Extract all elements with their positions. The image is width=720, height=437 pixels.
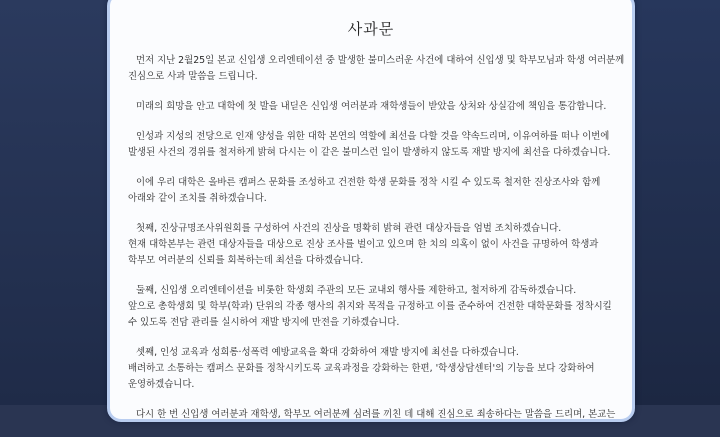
paragraph-responsibility [128,99,620,115]
paragraph-line: 아래와 같이 조치를 취하겠습니다. [128,193,267,204]
left-background [0,0,110,405]
paragraph-promise [128,129,620,161]
paragraph-line: 다시 한 번 신입생 여러분과 재학생, 학부모 여러분께 심려를 끼친 데 대해 진심으로 죄송하다는 말씀을 드리며, 본교는 [136,409,616,420]
paragraph-line: 둘째, 신입생 오리엔테이션을 비롯한 학생회 주관의 모든 교내외 행사를 제한하고, 철저하게 감독하겠습니다. [136,285,577,296]
paragraph-line: 진심으로 사과 말씀을 드립니다. [128,71,258,82]
paragraph-line: 이에 우리 대학은 올바른 캠퍼스 문화를 조성하고 건전한 학생 문화를 정착 시킬 수 있도록 철저한 진상조사와 함께 [136,177,601,188]
document-title: 사과문 [347,20,395,38]
paragraph-second-measure [128,283,620,331]
paragraph-intro [128,53,625,85]
paragraph-line: 수 있도록 전담 관리를 실시하여 재발 방지에 만전을 기하겠습니다. [128,317,400,328]
apology-document [107,0,635,422]
paragraph-line: 발생된 사건의 경위를 철저하게 밝혀 다시는 이 같은 불미스런 일이 발생하지 않도록 재발 방지에 최선을 다하겠습니다. [128,147,611,158]
paragraph-line: 학부모 여러분의 신뢰를 회복하는데 최선을 다하겠습니다. [128,255,364,266]
paragraph-line: 셋째, 인성 교육과 성희롱·성폭력 예방교육을 확대 강화하여 재발 방지에 최선을 다하겠습니다. [136,347,519,358]
paragraph-line: 인성과 지성의 전당으로 인재 양성을 위한 대학 본연의 역할에 최선을 다할 것을 약속드리며, 이유여하를 떠나 이번에 [136,131,610,142]
document-body [128,53,625,437]
paragraph-measures-intro [128,175,620,207]
paragraph-line: 앞으로 총학생회 및 학부(학과) 단위의 각종 행사의 취지와 목적을 규정하고 이를 준수하여 건전한 대학문화를 정착시킬 [128,301,612,312]
paragraph-first-measure [128,221,620,269]
paragraph-line: 현재 대학본부는 관련 대상자들을 대상으로 진상 조사를 벌이고 있으며 한 치의 의혹이 없이 사건을 규명하여 학생과 [128,239,599,250]
paragraph-closing [128,407,620,423]
paragraph-line: 첫째, 진상규명조사위원회를 구성하여 사건의 진상을 명확히 밝혀 관련 대상자들을 엄벌 조치하겠습니다. [136,223,562,234]
paragraph-line: 운영하겠습니다. [128,379,195,390]
paragraph-third-measure [128,345,620,393]
paragraph-line: 배려하고 소통하는 캠퍼스 문화를 정착시키도록 교육과정을 강화하는 한편, '학생상담센터'의 기능을 보다 강화하여 [128,363,595,374]
paragraph-line: 먼저 지난 2월25일 본교 신입생 오리엔테이션 중 발생한 불미스러운 사건에 대하여 신입생 및 학부모님과 학생 여러분께 [136,55,625,66]
paragraph-line: 미래의 희망을 안고 대학에 첫 발을 내딛은 신입생 여러분과 재학생들이 받았을 상처와 상실감에 책임을 통감합니다. [136,101,607,112]
